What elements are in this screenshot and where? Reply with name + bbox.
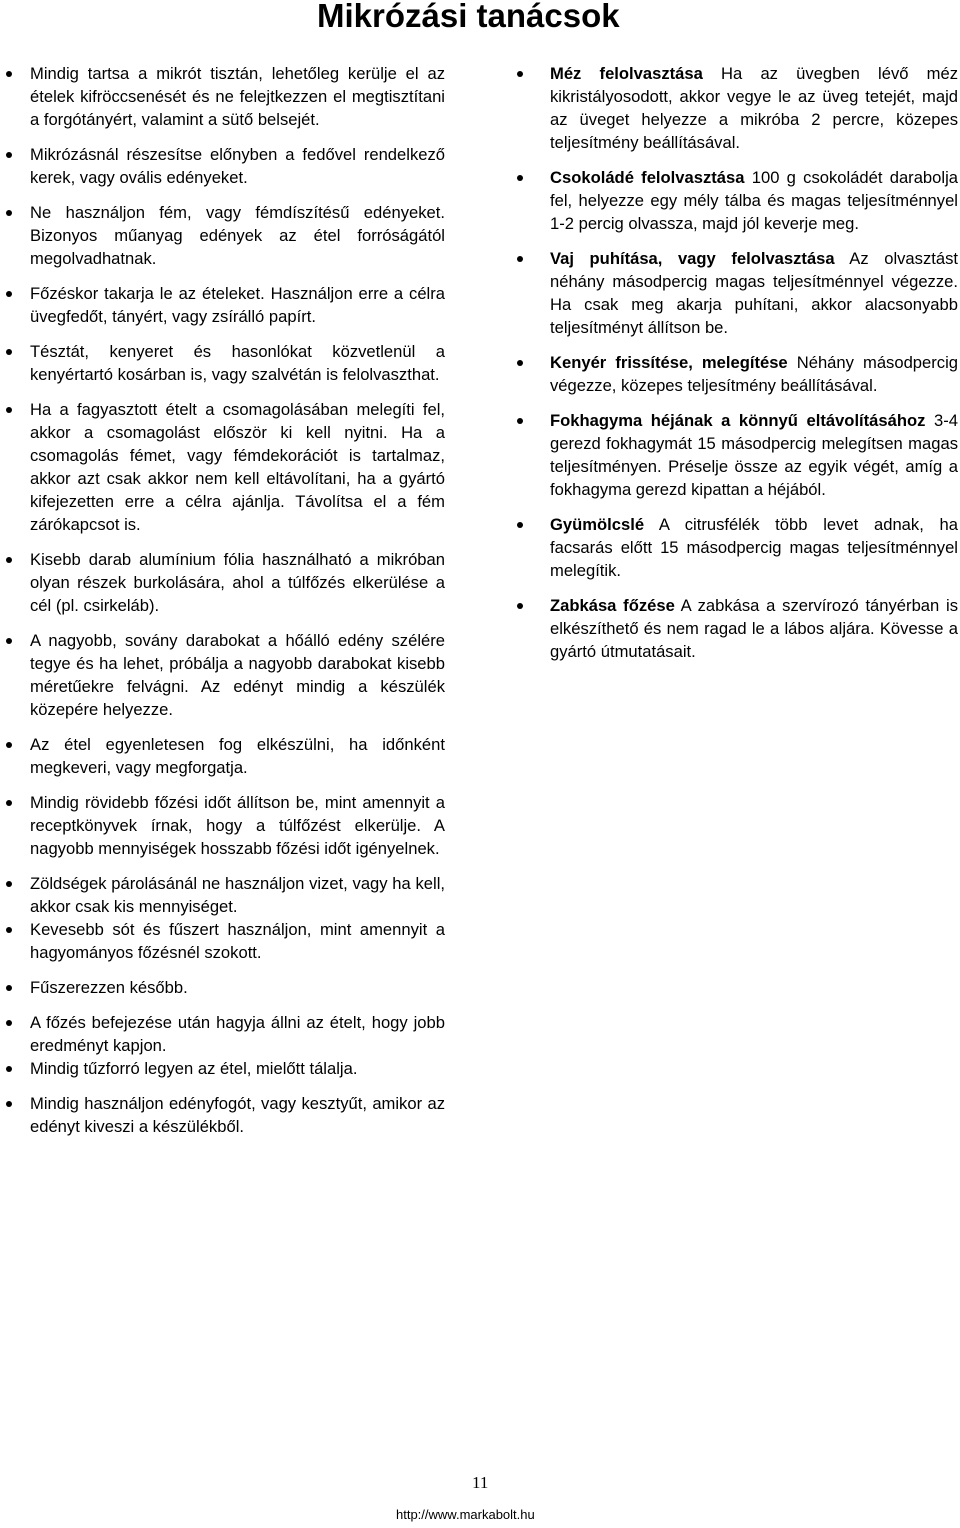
list-item-text: Mindig tűzforró legyen az étel, mielőtt tálalja. [30,1059,358,1078]
bullet-icon [6,349,12,355]
tip-body: Az olvasztást néhány másodpercig magas teljesítménnyel végezze. Ha csak meg akarja puhítani, akkor alacsonyabb teljesítményt állítson be. [550,249,958,337]
bullet-icon [517,256,523,262]
list-item [30,629,445,721]
bullet-icon [517,71,523,77]
list-item [30,143,445,189]
bullet-icon [6,71,12,77]
list-item [30,791,445,860]
list-item [30,976,445,999]
list-item [30,282,445,328]
bullet-icon [6,881,12,887]
bullet-icon [517,603,523,609]
list-item [550,62,958,154]
general-tips-list [30,62,445,1138]
list-item [30,1057,445,1080]
bullet-icon [6,1101,12,1107]
bullet-icon [6,1020,12,1026]
tip-body: 100 g csokoládét darabolja fel, helyezze egy mély tálba és magas teljesítménnyel 1-2 percig olvassza, majd jól keverje meg. [550,168,958,233]
bullet-icon [6,742,12,748]
list-item-text: A nagyobb, sovány darabokat a hőálló edény szélére tegye és ha lehet, próbálja a nagyobb darabokat kisebb méretűekre felvágni. Az edényt mindig a készülék közepére helyezze. [30,631,445,719]
bullet-icon [6,557,12,563]
left-column [30,62,445,1150]
list-item [550,351,958,397]
bullet-icon [517,522,523,528]
list-item-text: Kevesebb sót és fűszert használjon, mint amennyit a hagyományos főzésnél szokott. [30,920,445,962]
list-item-text: Zöldségek párolásánál ne használjon vizet, vagy ha kell, akkor csak kis mennyiséget. [30,874,445,916]
list-item [30,340,445,386]
list-item-text: Ha a fagyasztott ételt a csomagolásában melegíti fel, akkor a csomagolást először ki kell nyitni. Ha a csomagolás fémet, vagy fémdekorációt is tartalmaz, akkor azt csak akkor nem kell eltávolítani, ha a gyártó kifejezetten erre a célra ajánlja. Távolítsa el a fém zárókapcsot is. [30,400,445,534]
right-column [550,62,958,675]
list-item [30,1092,445,1138]
footer-url: http://www.markabolt.hu [396,1507,535,1522]
list-item [30,918,445,964]
tip-heading: Fokhagyma héjának a könnyű eltávolításához [550,411,926,430]
list-item [30,62,445,131]
list-item-text: Mindig tartsa a mikrót tisztán, lehetőleg kerülje el az ételek kifröccsenését és ne felejtkezzen el megtisztítani a forgótányért, valamint a sütő belsejét. [30,64,445,129]
list-item-text: Ne használjon fém, vagy fémdíszítésű edényeket. Bizonyos műanyag edények az étel forróságától megolvadhatnak. [30,203,445,268]
list-item-text: Főzéskor takarja le az ételeket. Használjon erre a célra üvegfedőt, tányért, vagy zsírálló papírt. [30,284,445,326]
bullet-icon [517,360,523,366]
bullet-icon [517,175,523,181]
list-item-text: Tésztát, kenyeret és hasonlókat közvetlenül a kenyértartó kosárban is, vagy szalvétán is felolvaszthat. [30,342,445,384]
tip-body: A zabkása a szervírozó tányérban is elkészíthető és nem ragad le a lábos aljára. Kövesse a gyártó útmutatásait. [550,596,958,661]
list-item [30,872,445,918]
bullet-icon [517,418,523,424]
list-item-text: A főzés befejezése után hagyja állni az ételt, hogy jobb eredményt kapjon. [30,1013,445,1055]
list-item [550,409,958,501]
list-item-text: Mindig használjon edényfogót, vagy kesztyűt, amikor az edényt kiveszi a készülékből. [30,1094,445,1136]
list-item [550,166,958,235]
bullet-icon [6,152,12,158]
bullet-icon [6,210,12,216]
list-item-text: Mindig rövidebb főzési időt állítson be, mint amennyit a receptkönyvek írnak, hogy a túlfőzést elkerülje. A nagyobb mennyiségek hosszabb főzési időt igényelnek. [30,793,445,858]
specific-tips-list [550,62,958,663]
list-item-text: Az étel egyenletesen fog elkészülni, ha időnként megkeveri, vagy megforgatja. [30,735,445,777]
list-item [30,201,445,270]
tip-heading: Vaj puhítása, vagy felolvasztása [550,249,835,268]
bullet-icon [6,985,12,991]
tip-heading: Kenyér frissítése, melegítése [550,353,788,372]
bullet-icon [6,800,12,806]
tip-body: 3-4 gerezd fokhagymát 15 másodpercig melegítsen magas teljesítményen. Préselje össze az egyik végét, amíg a fokhagyma gerezd kipattan a héjából. [550,411,958,499]
list-item [550,247,958,339]
list-item-text: Kisebb darab alumínium fólia használható a mikróban olyan részek burkolására, ahol a túlfőzés elkerülése a cél (pl. csirkeláb). [30,550,445,615]
page-title: Mikrózási tanácsok [317,0,620,34]
list-item-text: Fűszerezzen később. [30,978,188,997]
tip-body: Ha az üvegben lévő méz kikristályosodott, akkor vegye le az üveg tetejét, majd az üveget helyezze a mikróba 2 percre, közepes teljesítmény beállításával. [550,64,959,152]
tip-heading: Csokoládé felolvasztása [550,168,745,187]
list-item [550,594,958,663]
page-number: 11 [472,1473,489,1492]
bullet-icon [6,927,12,933]
bullet-icon [6,407,12,413]
list-item-text: Mikrózásnál részesítse előnyben a fedővel rendelkező kerek, vagy ovális edényeket. [30,145,445,187]
tip-heading: Méz felolvasztása [550,64,703,83]
bullet-icon [6,638,12,644]
list-item [550,513,958,582]
tip-body: Néhány másodpercig végezze, közepes teljesítmény beállításával. [550,353,959,395]
list-item [30,548,445,617]
tip-heading: Gyümölcslé [550,515,645,534]
tip-body: A citrusfélék több levet adnak, ha facsarás előtt 15 másodpercig magas teljesítménnyel melegítik. [550,515,958,580]
list-item [30,398,445,536]
list-item [30,733,445,779]
bullet-icon [6,291,12,297]
tip-heading: Zabkása főzése [550,596,675,615]
list-item [30,1011,445,1057]
bullet-icon [6,1066,12,1072]
